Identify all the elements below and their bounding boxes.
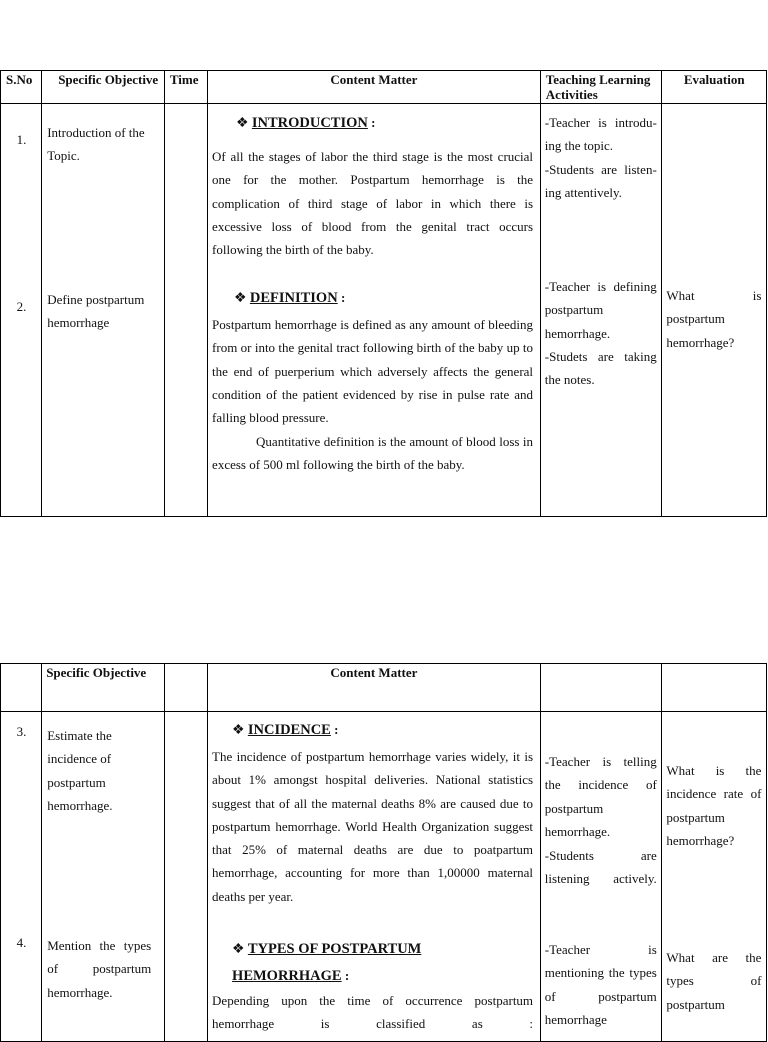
diamond-bullet-icon: ❖ (236, 116, 249, 131)
objective-text: Define postpartum hemorrhage (47, 292, 145, 331)
evaluation-text: What are the types of postpartum (666, 950, 762, 1012)
activity-text: -Teacher is telling the incidence of postpartum hemorrhage. (544, 754, 657, 839)
row-number: 2. (16, 299, 27, 314)
table-row (1, 104, 767, 517)
objective-text: Introduction of the Topic. (47, 125, 145, 164)
activity-text: -Students are listen-ing attentively. (544, 162, 657, 201)
section-heading: ❖ DEFINITION : (234, 290, 346, 306)
activity-text: -Teacher is introdu-ing the topic. (544, 115, 657, 154)
evaluation-cell (662, 712, 767, 1042)
content-paragraph: Quantitative definition is the amount of blood loss in excess of 500 ml following the birth of the baby. (212, 434, 534, 473)
content-cell (208, 712, 541, 1042)
time-cell (164, 104, 207, 517)
table-header-row (1, 664, 767, 712)
time-cell (164, 712, 207, 1042)
header-content: Content Matter (208, 71, 541, 104)
content-cell (208, 104, 541, 517)
header-sno: S.No (1, 71, 42, 104)
content-paragraph: The incidence of postpartum hemorrhage varies widely, it is about 1% amongst hospital deliveries. National statistics suggest that of all the maternal deaths 8% are caused due to postpartum hemorrhage. World Health Organization suggest that 25% of maternal deaths are due to poatpartum hemorrhage, accounting for more than 1,00000 maternal deaths per year. (212, 749, 534, 904)
section-heading: ❖ INCIDENCE : (232, 722, 339, 738)
lesson-plan-table-1 (0, 70, 767, 517)
diamond-bullet-icon: ❖ (232, 942, 245, 957)
lesson-plan-table-2 (0, 663, 767, 1042)
header-time: Time (164, 71, 207, 104)
row-number: 4. (16, 935, 27, 950)
diamond-bullet-icon: ❖ (234, 291, 247, 306)
evaluation-text: What is the incidence rate of postpartum hemorrhage? (666, 763, 762, 848)
header-activities (540, 664, 662, 712)
objective-cell (42, 104, 165, 517)
header-sno (1, 664, 42, 712)
row-number: 1. (16, 132, 27, 147)
activity-text: -Studets are taking the notes. (544, 349, 657, 388)
activity-text: -Teacher is mentioning the types of postpartum hemorrhage (544, 942, 657, 1027)
header-objective: Specific Objective (42, 664, 165, 712)
row-number: 3. (16, 724, 27, 739)
sno-cell (1, 712, 42, 1042)
header-objective: Specific Objective (42, 71, 165, 104)
objective-text: Estimate the incidence of postpartum hemorrhage. (47, 728, 113, 813)
activities-cell (540, 712, 662, 1042)
table-row (1, 712, 767, 1042)
header-activities: Teaching Learning Activities (540, 71, 662, 104)
table-header-row (1, 71, 767, 104)
diamond-bullet-icon: ❖ (232, 723, 245, 738)
objective-cell (42, 712, 165, 1042)
section-heading: ❖ INTRODUCTION : (236, 115, 376, 131)
sno-cell (1, 104, 42, 517)
objective-text: Mention the types of postpartum hemorrhage. (47, 938, 152, 1000)
section-heading: ❖ TYPES OF POSTPARTUM HEMORRHAGE : (232, 941, 422, 984)
content-paragraph: Postpartum hemorrhage is defined as any amount of bleeding from or into the genital tract following birth of the baby up to the end of puerperium which adversely affects the general condition of the patient evidenced by rise in pulse rate and falling blood pressure. (212, 317, 534, 426)
header-time (164, 664, 207, 712)
header-evaluation: Evaluation (662, 71, 767, 104)
content-paragraph: Depending upon the time of occurrence postpartum hemorrhage is classified as : (212, 993, 534, 1032)
evaluation-text: What is postpartum hemorrhage? (666, 288, 762, 350)
activity-text: -Students are listening actively. (544, 848, 657, 887)
evaluation-cell (662, 104, 767, 517)
activity-text: -Teacher is defining postpartum hemorrhage. (544, 279, 657, 341)
activities-cell (540, 104, 662, 517)
content-paragraph: Of all the stages of labor the third stage is the most crucial one for the mother. Postpartum hemorrhage is the complication of third stage of labor in which there is excessive loss of blood from the genital tract occurs following the birth of the baby. (212, 149, 534, 258)
header-evaluation (662, 664, 767, 712)
header-content: Content Matter (208, 664, 541, 712)
